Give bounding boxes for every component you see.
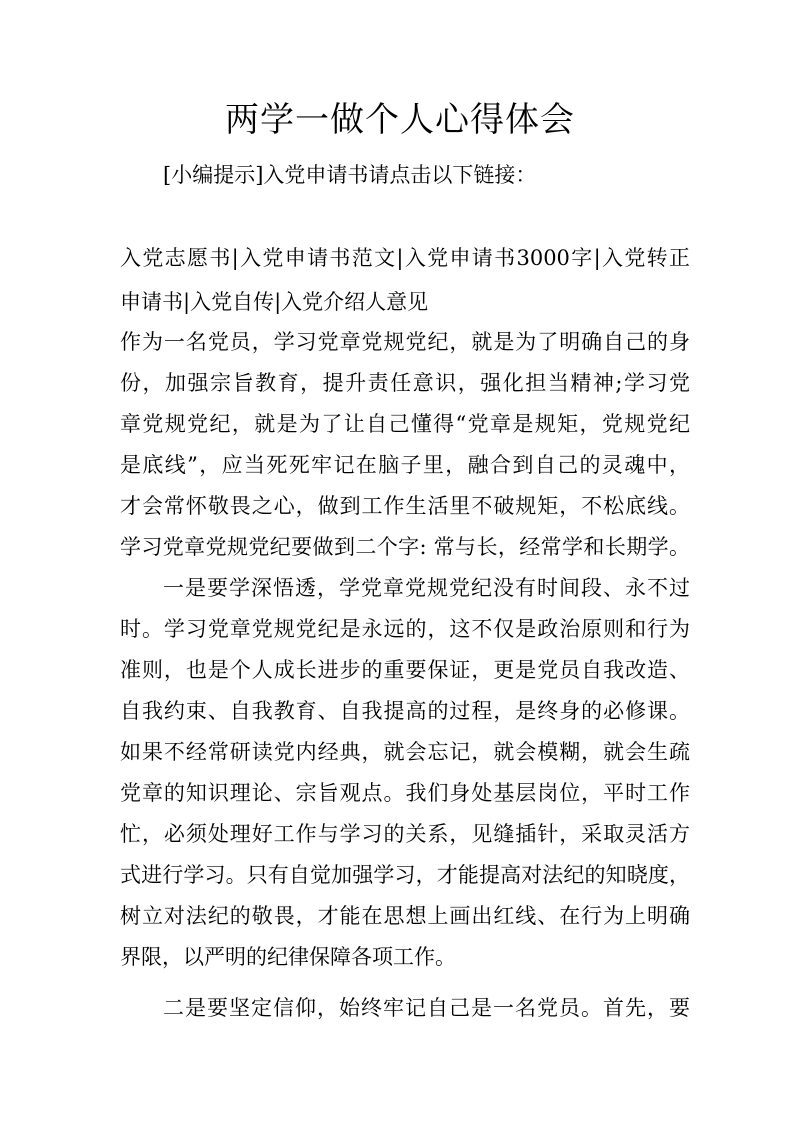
body-line: 如果不经常研读党内经典，就会忘记，就会模糊，就会生疏 (120, 740, 690, 764)
body-line: 自我约束、自我教育、自我提高的过程，是终身的必修课。 (120, 699, 690, 723)
body-line: 党章的知识理论、宗旨观点。我们身处基层岗位，平时工作 (120, 781, 690, 805)
body-line: 章党规党纪，就是为了让自己懂得“党章是规矩，党规党纪 (120, 412, 690, 436)
body-line: 一是要学深悟透，学党章党规党纪没有时间段、永不过 (163, 576, 690, 600)
body-line: 份，加强宗旨教育，提升责任意识，强化担当精神;学习党 (120, 371, 690, 395)
body-line: 界限，以严明的纪律保障各项工作。 (120, 945, 456, 969)
body-line: 学习党章党规党纪要做到二个字: 常与长，经常学和长期学。 (120, 535, 690, 559)
body-line: 时。学习党章党规党纪是永远的，这不仅是政治原则和行为 (120, 617, 690, 641)
body-line: 才会常怀敬畏之心，做到工作生活里不破规矩，不松底线。 (120, 494, 690, 518)
link-line-2[interactable]: 申请书|入党自传|入党介绍人意见 (120, 290, 429, 314)
body-line: 作为一名党员，学习党章党规党纪，就是为了明确自己的身 (120, 330, 690, 354)
body-line: 二是要坚定信仰，始终牢记自己是一名党员。首先，要 (163, 996, 690, 1020)
editor-note: [小编提示]入党申请书请点击以下链接： (163, 163, 537, 187)
body-line: 是底线”，应当死死牢记在脑子里，融合到自己的灵魂中， (120, 453, 690, 477)
link-line-1[interactable]: 入党志愿书|入党申请书范文|入党申请书3000字|入党转正 (120, 246, 690, 270)
page-title: 两学一做个人心得体会 (225, 100, 575, 140)
body-line: 树立对法纪的敬畏，才能在思想上画出红线、在行为上明确 (120, 904, 690, 928)
body-line: 准则，也是个人成长进步的重要保证，更是党员自我改造、 (120, 658, 690, 682)
body-line: 式进行学习。只有自觉加强学习，才能提高对法纪的知晓度， (120, 863, 690, 887)
body-line: 忙，必须处理好工作与学习的关系，见缝插针，采取灵活方 (120, 822, 690, 846)
